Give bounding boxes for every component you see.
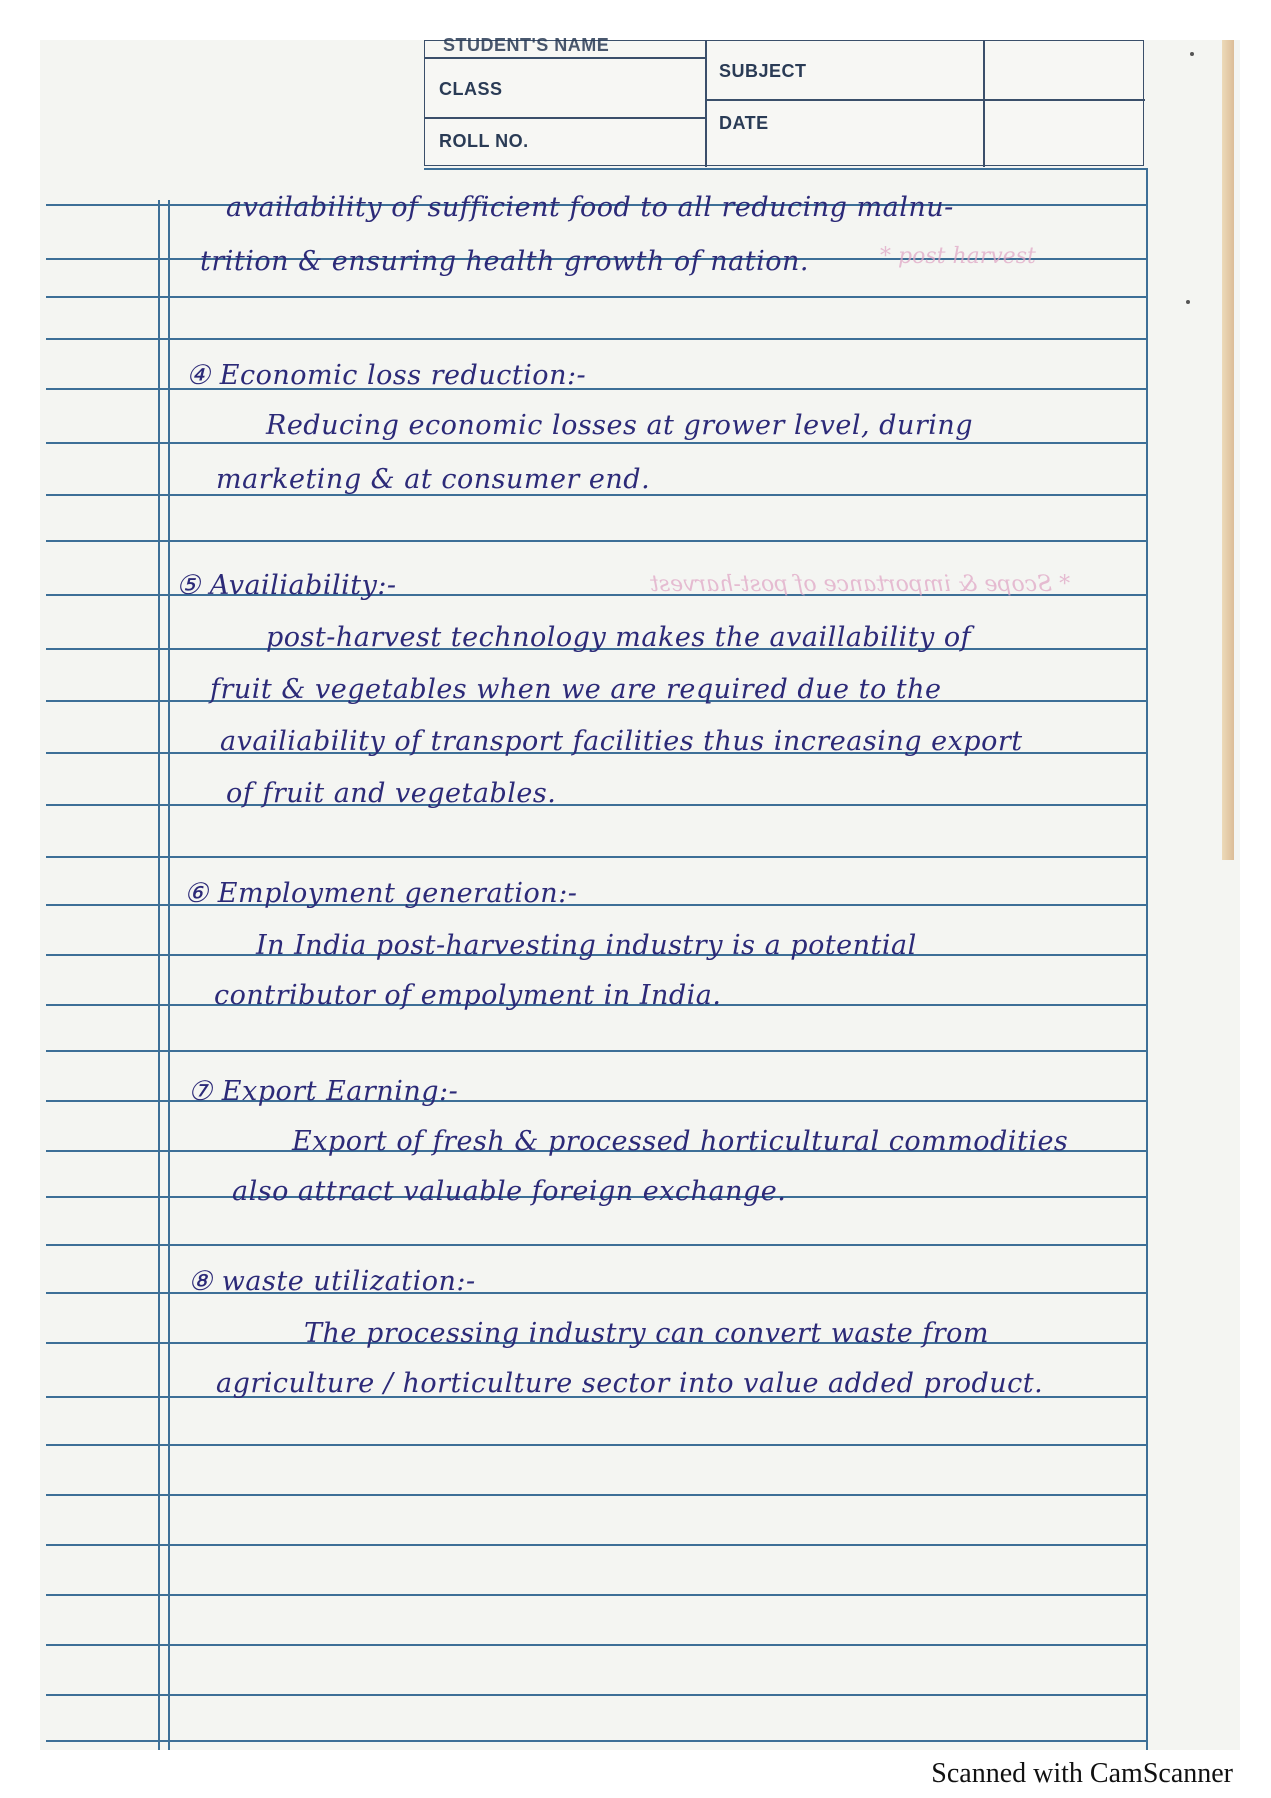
ruled-line <box>46 1050 1146 1052</box>
section-heading: ⑦ Export Earning:- <box>188 1076 459 1107</box>
section-heading: ⑤ Availiability:- <box>176 570 397 601</box>
intro-line: availability of sufficient food to all reducing malnu- <box>226 192 954 223</box>
section-text: also attract valuable foreign exchange. <box>232 1176 787 1207</box>
section-text: Reducing economic losses at grower level, during <box>266 410 974 441</box>
ruled-line <box>46 1494 1146 1496</box>
ruled-line <box>46 1740 1146 1742</box>
scan-speck <box>1190 52 1194 56</box>
ruled-line <box>46 1244 1146 1246</box>
roll-no-label: ROLL NO. <box>439 131 529 151</box>
ruled-line <box>46 1444 1146 1446</box>
date-label: DATE <box>719 113 769 133</box>
section-text: fruit & vegetables when we are required due to the <box>210 674 942 705</box>
scanner-watermark: Scanned with CamScanner <box>931 1758 1233 1789</box>
table-divider <box>425 117 705 119</box>
table-divider <box>425 57 705 59</box>
margin-line <box>158 200 160 1750</box>
page-edge-shadow <box>1222 40 1234 860</box>
section-text: contributor of empolyment in India. <box>214 980 722 1011</box>
section-text: The processing industry can convert waste from <box>304 1318 990 1349</box>
bleed-through-text: * Scope & importance of post-harvest <box>650 572 1071 597</box>
ruled-line <box>46 1644 1146 1646</box>
margin-line <box>168 200 170 1750</box>
ruled-line <box>46 856 1146 858</box>
ruled-line <box>46 1544 1146 1546</box>
section-text: agriculture / horticulture sector into value added product. <box>216 1368 1044 1399</box>
right-border-line <box>1146 168 1148 1750</box>
section-text: availiability of transport facilities thus increasing export <box>220 726 1023 757</box>
scan-speck <box>1186 300 1190 304</box>
ruled-line <box>46 338 1146 340</box>
ruled-line <box>46 1594 1146 1596</box>
section-heading: ⑧ waste utilization:- <box>188 1266 476 1297</box>
section-text: of fruit and vegetables. <box>226 778 557 809</box>
ruled-line <box>46 296 1146 298</box>
section-text: marketing & at consumer end. <box>216 464 651 495</box>
student-info-table <box>424 35 1144 166</box>
table-divider <box>983 41 985 167</box>
ruled-line <box>46 804 1146 806</box>
ruled-line <box>424 168 1148 170</box>
ruled-line <box>46 1694 1146 1696</box>
intro-line: trition & ensuring health growth of nation. <box>200 246 809 277</box>
class-label: CLASS <box>439 79 503 99</box>
ruled-line <box>46 540 1146 542</box>
table-divider <box>705 41 707 167</box>
subject-label: SUBJECT <box>719 61 807 81</box>
student-name-label: STUDENT'S NAME <box>443 35 610 55</box>
bleed-through-text: * post harvest <box>880 244 1036 269</box>
section-text: Export of fresh & processed horticultural commodities <box>292 1126 1069 1157</box>
section-text: post-harvest technology makes the availlability of <box>266 622 972 653</box>
section-heading: ⑥ Employment generation:- <box>184 878 578 909</box>
table-divider <box>705 99 1145 101</box>
section-heading: ④ Economic loss reduction:- <box>186 360 587 391</box>
ruled-line <box>46 442 1146 444</box>
section-text: In India post-harvesting industry is a potential <box>256 930 917 961</box>
